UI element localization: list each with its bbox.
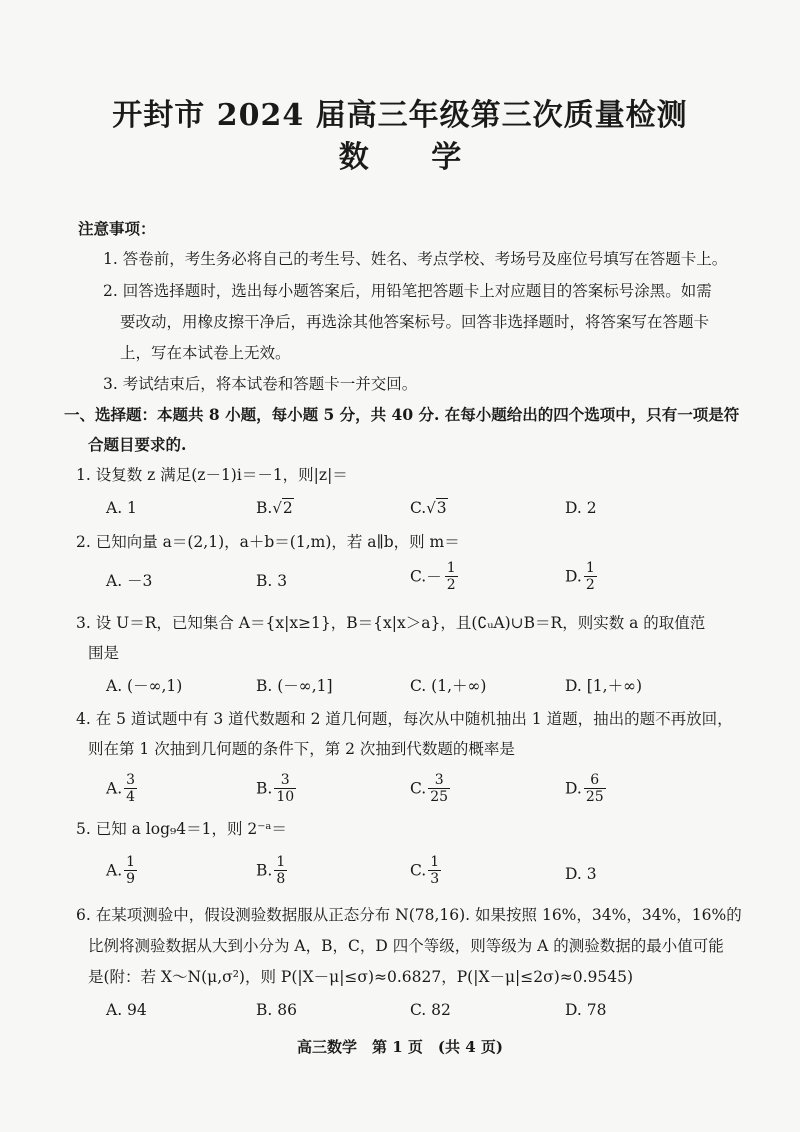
- notice-item-1: 1. 答卷前，考生务必将自己的考生号、姓名、考点学校、考场号及座位号填写在答题卡上。: [103, 250, 728, 268]
- q6-option-a: A. 94: [106, 1001, 147, 1019]
- question-6-stem-line-1: 6. 在某项测验中，假设测验数据服从正态分布 N(78,16). 如果按照 16%，34%，34%，16%的: [76, 906, 742, 924]
- notice-item-2-line-2: 要改动，用橡皮擦干净后，再选涂其他答案标号。回答非选择题时，将答案写在答题卡: [120, 313, 710, 331]
- notice-item-2-line-1: 2. 回答选择题时，选出每小题答案后，用铅笔把答题卡上对应题目的答案标号涂黑。如需: [103, 282, 712, 300]
- question-2-stem: 2. 已知向量 a＝(2,1)，a＋b＝(1,m)，若 a∥b，则 m＝: [76, 533, 460, 551]
- q2-option-c: C.－ $\frac{1}{2}$: [410, 560, 456, 593]
- q3-option-b: B. (－∞,1]: [256, 677, 333, 695]
- page-footer: 高三数学 第 1 页 (共 4 页): [297, 1038, 503, 1056]
- q3-option-d: D. [1,＋∞): [565, 677, 643, 695]
- section-heading-line-2: 合题目要求的.: [88, 435, 187, 454]
- q2-option-a: A. －3: [106, 572, 153, 590]
- q5-option-c: C. $\frac{1}{3}$: [410, 854, 440, 887]
- notice-heading: 注意事项：: [78, 219, 156, 238]
- q3-option-c: C. (1,＋∞): [410, 677, 487, 695]
- sqrt-symbol: √3: [426, 499, 447, 517]
- q5-option-d: D. 3: [565, 865, 597, 883]
- subject-title: 数 学: [338, 140, 488, 175]
- q5-option-a: A. $\frac{1}{9}$: [106, 854, 136, 887]
- question-1-stem: 1. 设复数 z 满足(z－1)i＝－1，则|z|＝: [76, 466, 348, 484]
- question-3-stem-line-1: 3. 设 U＝R，已知集合 A＝{x|x≥1}，B＝{x|x＞a}，且(∁ᵤA)∪B＝R，则实数 a 的取值范: [76, 614, 706, 632]
- notice-item-2-line-3: 上，写在本试卷上无效。: [120, 344, 291, 362]
- exam-title: 开封市 2024 届高三年级第三次质量检测: [112, 98, 688, 133]
- question-4-stem-line-1: 4. 在 5 道试题中有 3 道代数题和 2 道几何题，每次从中随机抽出 1 道题，抽出的题不再放回，: [76, 710, 733, 728]
- q6-option-b: B. 86: [256, 1001, 297, 1019]
- question-3-stem-line-2: 围是: [88, 644, 120, 662]
- q1-option-d: D. 2: [565, 499, 597, 517]
- q4-option-a: A. $\frac{3}{4}$: [106, 772, 136, 805]
- q6-option-d: D. 78: [565, 1001, 607, 1019]
- q1-option-b: B.√2: [256, 499, 293, 517]
- q5-option-b: B. $\frac{1}{8}$: [256, 854, 286, 887]
- q1-option-c: C.√3: [410, 499, 447, 517]
- question-5-stem: 5. 已知 a log₉4＝1，则 2⁻ᵃ＝: [76, 820, 287, 838]
- sqrt-symbol: √2: [272, 499, 293, 517]
- q4-option-c: C. $\frac{3}{25}$: [410, 772, 449, 805]
- section-heading-line-1: 一、选择题：本题共 8 小题，每小题 5 分，共 40 分. 在每小题给出的四个选项中，只有一项是符: [64, 405, 740, 424]
- q6-option-c: C. 82: [410, 1001, 451, 1019]
- q4-option-b: B. $\frac{3}{10}$: [256, 772, 295, 805]
- q2-option-b: B. 3: [256, 572, 288, 590]
- q4-option-d: D. $\frac{6}{25}$: [565, 772, 604, 805]
- question-4-stem-line-2: 则在第 1 次抽到几何题的条件下，第 2 次抽到代数题的概率是: [88, 740, 515, 758]
- q3-option-a: A. (－∞,1): [106, 677, 183, 695]
- question-6-stem-line-3: 是(附：若 X～N(μ,σ²)，则 P(|X－μ|≤σ)≈0.6827，P(|X－μ|≤2σ)≈0.9545): [88, 968, 634, 986]
- question-6-stem-line-2: 比例将测验数据从大到小分为 A，B，C，D 四个等级，则等级为 A 的测验数据的最小值可能: [88, 937, 724, 955]
- notice-item-3: 3. 考试结束后，将本试卷和答题卡一并交回。: [103, 375, 418, 393]
- q1-option-a: A. 1: [106, 499, 137, 517]
- q2-option-d: D. $\frac{1}{2}$: [565, 560, 595, 593]
